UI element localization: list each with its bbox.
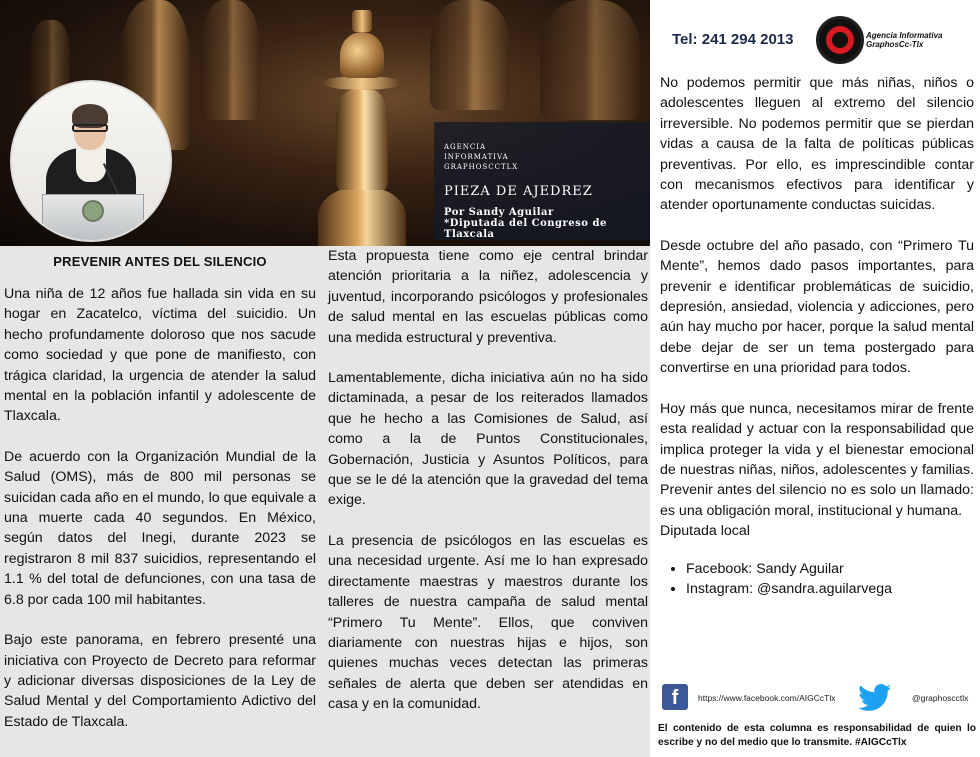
caption-agency-line1: AGENCIA <box>444 143 487 151</box>
paragraph: Lamentablemente, dicha iniciativa aún no ha sido dictaminada, a pesar de los reiterados llamados que he hecho a las Comisiones de Salud, así como a la de Puntos Constitucionales, Gobernación, Justicia y Asuntos Políticos, para que se le dé la atención que la gravedad del tema exige. <box>328 370 648 509</box>
signoff: Diputada local <box>660 523 750 540</box>
caption-agency-line3: GRAPHOSCCTLX <box>444 163 519 171</box>
chess-piece-bg-mid <box>200 0 260 120</box>
article-column-2 <box>322 246 650 757</box>
footer-social-bar <box>660 684 976 718</box>
chess-piece-bg-far-right <box>540 0 640 120</box>
column-author: Por Sandy Aguilar <box>444 207 554 218</box>
column-3-body <box>660 73 974 599</box>
social-facebook[interactable]: • Facebook: Sandy Aguilar <box>686 559 974 579</box>
paragraph: Una niña de 12 años fue hallada sin vida en su hogar en Zacatelco, víctima del suicidio. Un hecho profundamente doloroso que nos sacude como sociedad y que pone de manifiesto, con trágica claridad, la urgencia de atender la salud mental en la población infantil y adolescente de Tlaxcala. <box>4 286 316 425</box>
column-title: PIEZA DE AJEDREZ <box>444 184 593 199</box>
paragraph: Esta propuesta tiene como eje central brindar atención prioritaria a la niñez, adolescencia y juventud, incorporando psicólogos y profesionales de salud mental en las escuelas públicas como una medida estructural y preventiva. <box>328 248 648 346</box>
twitter-icon[interactable] <box>858 684 892 712</box>
header-banner-image <box>0 0 650 246</box>
chess-piece-bg-right <box>430 0 510 110</box>
paragraph: De acuerdo con la Organización Mundial de la Salud (OMS), más de 800 mil personas se suicidan cada año en el mundo, lo que equivale a una muerte cada 40 segundos. En México, según datos del Inegi, durante 2023 se registraron 8 mil 837 suicidios, representando el 1.1 % del total de defunciones, con una tasa de 6.8 por cada 100 mil habitantes. <box>4 448 316 608</box>
agency-logo-text <box>866 31 942 49</box>
logo-line1: Agencia Informativa <box>866 31 943 40</box>
article-column-1 <box>0 246 322 757</box>
queen-chess-piece <box>318 10 406 246</box>
article-headline: PREVENIR ANTES DEL SILENCIO <box>53 254 267 269</box>
paragraph: No podemos permitir que más niñas, niños o adolescentes lleguen al extremo del silencio irreversible. No podemos permitir que se pierdan vidas a causa de la falta de políticas públicas preventivas. Por ello, es imprescindible contar con mecanismos efectivos para identificar y atender oportunamente conductas suicidas. <box>660 75 974 214</box>
paragraph: Bajo este panorama, en febrero presenté una iniciativa con Proyecto de Decreto para reformar y adicionar diversas disposiciones de la Ley de Salud Mental y del Comportamiento Adictivo del Estado de Tlaxcala. <box>4 632 316 730</box>
twitter-handle-link[interactable]: @graphoscctlx <box>912 693 969 703</box>
facebook-url-link[interactable]: https://www.facebook.com/AIGCcTlx <box>698 693 836 703</box>
paragraph: Hoy más que nunca, necesitamos mirar de frente esta realidad y actuar con la responsabilidad que implica proteger la vida y el bienestar emocional de nuestras niñas, niños, adolescentes y familias. Prevenir antes del silencio no es solo un llamado: es una obligación moral, institucional y humana. <box>660 400 974 519</box>
paragraph: La presencia de psicólogos en las escuelas es una necesidad urgente. Así me lo han expresado directamente maestras y maestros durante los talleres de nuestra campaña de salud mental “Primero Tu Mente”. Ellos, que conviven diariamente con nuestras hijas e hijos, son quienes muchas veces detectan las primeras señales de alerta que deben ser atendidas en casa y en la comunidad. <box>328 532 648 713</box>
telephone-number: Tel: 241 294 2013 <box>672 31 794 48</box>
caption-agency-line2: INFORMATIVA <box>444 153 509 161</box>
social-links-list <box>686 559 974 599</box>
article-column-3 <box>650 0 980 757</box>
paragraph: Desde octubre del año pasado, con “Primero Tu Mente”, hemos dado pasos importantes, para prevenir e identificar problemáticas de suicidio, depresión, ansiedad, violencia y adicciones, pero aún hay mucho por hacer, porque la salud mental debe dejar de ser un tema postergado para convertirse en una prioridad para todos. <box>660 237 974 377</box>
column-author-role: *Diputada del Congreso de Tlaxcala <box>444 218 607 240</box>
column-caption-box <box>434 122 650 240</box>
facebook-icon[interactable]: f <box>662 684 688 710</box>
disclaimer-text: El contenido de esta columna es responsabilidad de quien lo escribe y no del medio que lo transmite. #AIGCcTlx <box>658 723 976 748</box>
social-instagram[interactable]: • Instagram: @sandra.aguilarvega <box>686 579 974 599</box>
logo-line2: GraphosCc-Tlx <box>866 40 924 49</box>
agency-logo-icon <box>816 16 864 64</box>
author-portrait <box>10 80 172 242</box>
